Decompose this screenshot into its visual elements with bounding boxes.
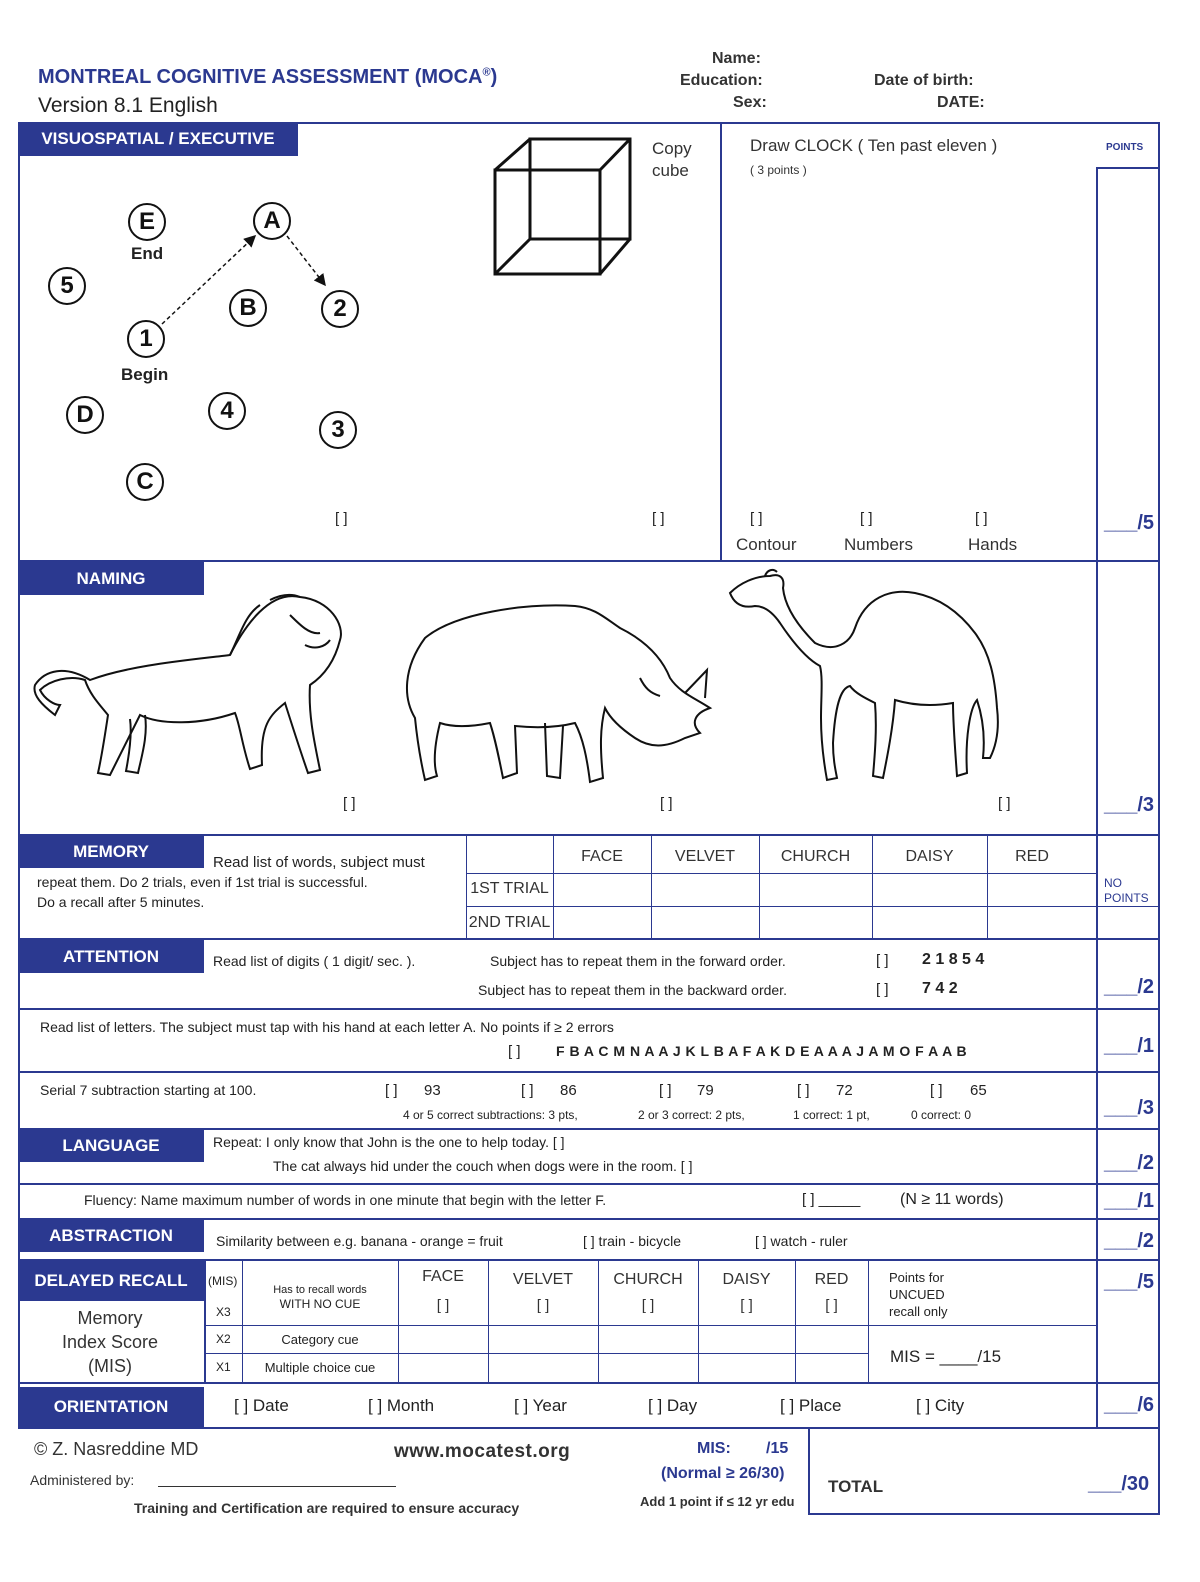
category-cue-label: Category cue (281, 1332, 359, 1347)
numbers-label: Numbers (844, 535, 913, 554)
recall-word-face: FACE (422, 1268, 464, 1285)
recall-word-velvet: VELVET (512, 1271, 574, 1288)
orientation-place[interactable]: [ ] Place (780, 1396, 842, 1415)
trail-node-2[interactable]: 2 (321, 290, 359, 328)
recall-checkbox-face[interactable]: [ ] (436, 1297, 450, 1314)
abstraction-item-train-bicycle[interactable]: [ ] train - bicycle (583, 1233, 682, 1249)
section-attention: ATTENTION (18, 940, 204, 973)
digits-instructions: Read list of digits ( 1 digit/ sec. ). (213, 953, 416, 969)
serial7-instructions: Serial 7 subtraction starting at 100. (40, 1082, 257, 1098)
fluency-criterion: (N ≥ 11 words) (900, 1191, 1004, 1208)
hands-label: Hands (968, 535, 1018, 554)
serial7-value-65: 65 (970, 1082, 987, 1099)
contour-checkbox[interactable]: [ ] (750, 510, 763, 527)
trail-node-b[interactable]: B (229, 289, 267, 327)
serial7-value-79: 79 (697, 1082, 714, 1099)
mis-column-header: (MIS) (208, 1274, 238, 1288)
naming-score[interactable]: ___/3 (1104, 794, 1155, 816)
education-label: Education: (680, 72, 763, 89)
serial7-box-72[interactable]: [ ] (797, 1082, 810, 1099)
camel-checkbox[interactable]: [ ] (998, 795, 1011, 812)
rhino-drawing (395, 598, 725, 788)
date-label: DATE: (937, 94, 985, 111)
backward-checkbox[interactable]: [ ] (876, 981, 889, 998)
x3-label: X3 (216, 1305, 231, 1319)
training-note: Training and Certification are required to ensure accuracy (134, 1500, 520, 1516)
mis-label: Memory Index Score (MIS) (61, 1308, 159, 1376)
orientation-score[interactable]: ___/6 (1104, 1394, 1155, 1416)
memory-instructions-2: repeat them. Do 2 trials, even if 1st trial is successful. (37, 874, 368, 890)
first-trial-label: 1ST TRIAL (470, 880, 549, 897)
memory-word-daisy: DAISY (905, 848, 954, 865)
mis-footer-label: MIS: (697, 1440, 731, 1457)
website-link[interactable]: www.mocatest.org (394, 1441, 571, 1462)
section-language: LANGUAGE (18, 1130, 204, 1162)
sex-label: Sex: (733, 94, 767, 111)
repeat-sentence-2: The cat always hid under the couch when dogs were in the room. [ ] (273, 1158, 693, 1174)
letters-instructions: Read list of letters. The subject must tap with his hand at each letter A. No points if ≥ 2 errors (40, 1019, 614, 1035)
abstraction-item-watch-ruler[interactable]: [ ] watch - ruler (755, 1233, 848, 1249)
repeat-score[interactable]: ___/2 (1104, 1152, 1155, 1174)
x2-label: X2 (216, 1332, 231, 1346)
lion-drawing (30, 585, 350, 785)
repeat-sentence-1: Repeat: I only know that John is the one to help today. [ ] (213, 1134, 565, 1150)
name-label: Name: (712, 50, 761, 67)
trail-node-c[interactable]: C (126, 463, 164, 501)
recall-checkbox-church[interactable]: [ ] (641, 1297, 655, 1314)
forward-checkbox[interactable]: [ ] (876, 952, 889, 969)
visuospatial-score[interactable]: ___/5 (1104, 512, 1155, 534)
serial7-scoring-4: 0 correct: 0 (911, 1108, 972, 1122)
form-title: MONTREAL COGNITIVE ASSESSMENT (MOCA®) (38, 66, 498, 88)
serial7-box-79[interactable]: [ ] (659, 1082, 672, 1099)
section-visuospatial: VISUOSPATIAL / EXECUTIVE (18, 122, 298, 156)
mis-footer-total: /15 (766, 1440, 789, 1457)
memory-word-red: RED (1015, 848, 1049, 865)
recall-word-daisy: DAISY (722, 1271, 771, 1288)
orientation-year[interactable]: [ ] Year (514, 1396, 567, 1415)
rhino-checkbox[interactable]: [ ] (660, 795, 673, 812)
serial7-box-86[interactable]: [ ] (521, 1082, 534, 1099)
serial7-box-93[interactable]: [ ] (385, 1082, 398, 1099)
hands-checkbox[interactable]: [ ] (975, 510, 988, 527)
clock-title: Draw CLOCK ( Ten past eleven ) (750, 136, 998, 155)
serial7-scoring-2: 2 or 3 correct: 2 pts, (638, 1108, 745, 1122)
no-points-label: NO POINTS (1104, 876, 1149, 905)
backward-instructions: Subject has to repeat them in the backward order. (478, 982, 787, 998)
serial7-box-65[interactable]: [ ] (930, 1082, 943, 1099)
clock-points: ( 3 points ) (750, 163, 807, 177)
serial7-value-86: 86 (560, 1082, 577, 1099)
forward-instructions: Subject has to repeat them in the forward order. (490, 953, 786, 969)
points-header: POINTS (1106, 142, 1144, 153)
total-score[interactable]: ___/30 (1088, 1473, 1150, 1495)
contour-label: Contour (736, 535, 797, 554)
serial7-scoring-1: 4 or 5 correct subtractions: 3 pts, (403, 1108, 578, 1122)
trail-node-1[interactable]: 1 (127, 320, 165, 358)
forward-digits: 2 1 8 5 4 (922, 951, 985, 968)
abstraction-score[interactable]: ___/2 (1104, 1230, 1155, 1252)
begin-label: Begin (121, 365, 169, 384)
serial7-value-93: 93 (424, 1082, 441, 1099)
delayed-recall-score[interactable]: ___/5 (1104, 1271, 1155, 1293)
copyright: © Z. Nasreddine MD (34, 1439, 199, 1459)
cube-checkbox[interactable]: [ ] (652, 510, 665, 527)
abstraction-instructions: Similarity between e.g. banana - orange = fruit (216, 1233, 503, 1249)
digits-score[interactable]: ___/2 (1104, 976, 1155, 998)
education-adjustment: Add 1 point if ≤ 12 yr edu (640, 1494, 795, 1509)
numbers-checkbox[interactable]: [ ] (860, 510, 873, 527)
recall-checkbox-daisy[interactable]: [ ] (740, 1297, 753, 1314)
trail-arrows (0, 0, 1200, 600)
letters-checkbox[interactable]: [ ] (508, 1043, 521, 1060)
total-label: TOTAL (828, 1477, 884, 1496)
mis-score-field[interactable]: MIS = ____/15 (890, 1347, 1002, 1366)
recall-checkbox-velvet[interactable]: [ ] (536, 1297, 550, 1314)
trail-node-4[interactable]: 4 (208, 392, 246, 430)
letter-sequence: F B A C M N A A J K L B A F A K D E A A A J A M O F A A B (556, 1043, 968, 1059)
memory-instructions-1: Read list of words, subject must (213, 854, 425, 871)
normal-range: (Normal ≥ 26/30) (661, 1465, 785, 1482)
administered-by-label: Administered by: (30, 1472, 135, 1488)
fluency-score[interactable]: ___/1 (1104, 1190, 1155, 1212)
uncued-note: Points for UNCUED recall only (889, 1270, 948, 1319)
trail-node-3[interactable]: 3 (319, 411, 357, 449)
orientation-month[interactable]: [ ] Month (368, 1396, 435, 1415)
section-delayed-recall: DELAYED RECALL (18, 1261, 204, 1301)
trail-checkbox[interactable]: [ ] (335, 510, 348, 527)
fluency-checkbox[interactable]: [ ] _____ (802, 1191, 861, 1208)
section-memory: MEMORY (18, 836, 204, 868)
memory-word-face: FACE (581, 848, 623, 865)
fluency-instructions: Fluency: Name maximum number of words in one minute that begin with the letter F. (84, 1192, 607, 1208)
section-orientation: ORIENTATION (18, 1387, 204, 1427)
letters-score[interactable]: ___/1 (1104, 1035, 1155, 1057)
memory-instructions-3: Do a recall after 5 minutes. (37, 894, 205, 910)
camel-drawing (725, 568, 1010, 788)
lion-checkbox[interactable]: [ ] (343, 795, 356, 812)
version-label: Version 8.1 English (38, 94, 218, 117)
second-trial-label: 2ND TRIAL (468, 914, 551, 931)
copy-cube-label: Copy cube (652, 139, 692, 180)
serial7-score[interactable]: ___/3 (1104, 1097, 1155, 1119)
recall-checkbox-red[interactable]: [ ] (825, 1297, 838, 1314)
recall-word-church: CHURCH (613, 1271, 683, 1288)
trail-node-5[interactable]: 5 (48, 267, 86, 305)
trail-node-a[interactable]: A (253, 202, 291, 240)
no-cue-label: Has to recall words WITH NO CUE (273, 1284, 367, 1311)
memory-word-church: CHURCH (780, 848, 851, 865)
orientation-date[interactable]: [ ] Date (234, 1396, 289, 1415)
trail-node-d[interactable]: D (66, 396, 104, 434)
end-label: End (131, 244, 164, 263)
date-of-birth-label: Date of birth: (874, 72, 974, 89)
recall-word-red: RED (814, 1271, 849, 1288)
orientation-day[interactable]: [ ] Day (648, 1396, 698, 1415)
trail-node-e[interactable]: E (128, 203, 166, 241)
serial7-value-72: 72 (836, 1082, 853, 1099)
cube-drawing (490, 134, 640, 279)
backward-digits: 7 4 2 (922, 980, 958, 997)
section-abstraction: ABSTRACTION (18, 1220, 204, 1252)
multiple-choice-cue-label: Multiple choice cue (264, 1360, 376, 1375)
section-naming: NAMING (18, 562, 204, 595)
x1-label: X1 (216, 1360, 231, 1374)
memory-word-velvet: VELVET (674, 848, 736, 865)
orientation-city[interactable]: [ ] City (916, 1396, 965, 1415)
serial7-scoring-3: 1 correct: 1 pt, (793, 1108, 870, 1122)
